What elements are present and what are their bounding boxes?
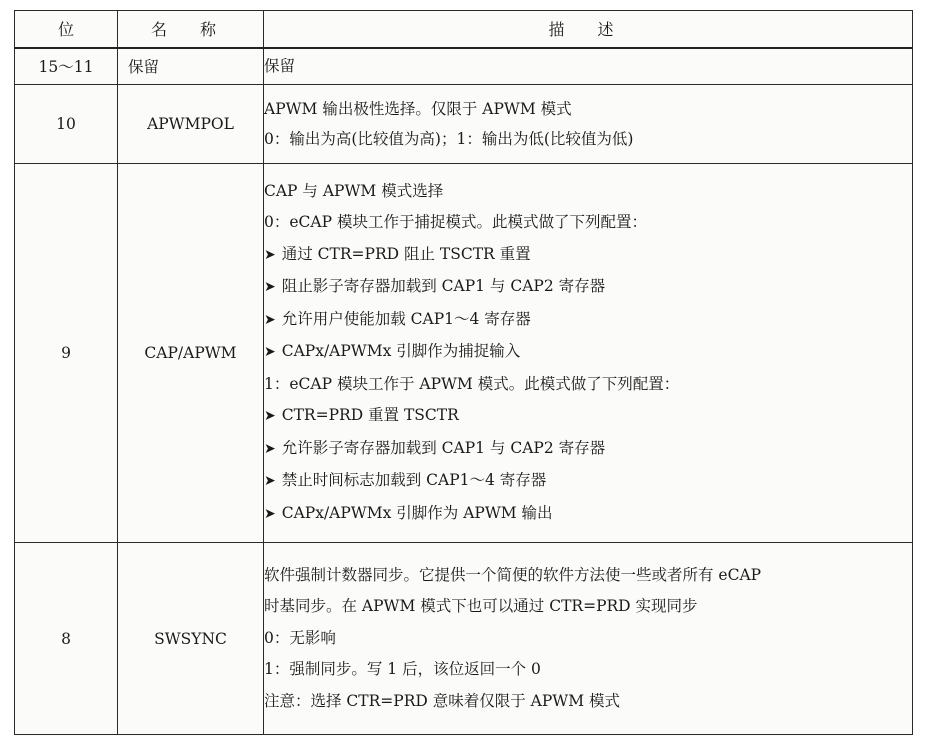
bit-cell: 9 bbox=[15, 164, 118, 543]
description-line: CAP 与 APWM 模式选择 bbox=[264, 181, 444, 200]
bullet-item: ➤ 阻止影子寄存器加载到 CAP1 与 CAP2 寄存器 bbox=[264, 271, 912, 304]
description-line: APWM 输出极性选择。仅限于 APWM 模式 bbox=[264, 100, 572, 118]
table-row-reserved bbox=[15, 48, 913, 85]
register-bit-table bbox=[14, 10, 913, 735]
field-name-cell: CAP/APWM bbox=[118, 164, 264, 543]
description-cell bbox=[264, 48, 913, 85]
description-line: 0：输出为高(比较值为高)；1：输出为低(比较值为低) bbox=[264, 130, 634, 148]
description-line: 注意：选择 CTR=PRD 意味着仅限于 APWM 模式 bbox=[264, 691, 621, 710]
bullet-item: ➤ 通过 CTR=PRD 阻止 TSCTR 重置 bbox=[264, 239, 912, 272]
bullet-item: ➤ 禁止时间标志加载到 CAP1～4 寄存器 bbox=[264, 465, 912, 498]
header-bit: 位 bbox=[15, 11, 118, 48]
description-cell bbox=[264, 164, 913, 543]
table-row-apwmpol bbox=[15, 85, 913, 164]
bullet-item: ➤ CAPx/APWMx 引脚作为捕捉输入 bbox=[264, 336, 912, 369]
bullet-item: ➤ 允许用户使能加载 CAP1～4 寄存器 bbox=[264, 304, 912, 337]
description-line: 保留 bbox=[264, 56, 296, 75]
table-row-cap-apwm bbox=[15, 164, 913, 543]
bullet-item: ➤ CTR=PRD 重置 TSCTR bbox=[264, 400, 912, 433]
table-header-row bbox=[15, 11, 913, 48]
register-table-page bbox=[14, 10, 912, 736]
bullet-item: ➤ 允许影子寄存器加载到 CAP1 与 CAP2 寄存器 bbox=[264, 433, 912, 466]
description-cell bbox=[264, 85, 913, 164]
description-line: 1：强制同步。写 1 后，该位返回一个 0 bbox=[264, 660, 541, 679]
bullet-item: ➤ CAPx/APWMx 引脚作为 APWM 输出 bbox=[264, 498, 912, 531]
description-cell bbox=[264, 543, 913, 735]
field-name-cell: SWSYNC bbox=[118, 543, 264, 735]
description-line: 0：无影响 bbox=[264, 628, 336, 647]
bit-cell: 10 bbox=[15, 85, 118, 164]
description-line: 1：eCAP 模块工作于 APWM 模式。此模式做了下列配置： bbox=[264, 374, 680, 393]
bit-cell: 15～11 bbox=[15, 48, 118, 85]
field-name-cell: 保留 bbox=[118, 48, 264, 85]
description-line: 时基同步。在 APWM 模式下也可以通过 CTR=PRD 实现同步 bbox=[264, 597, 698, 616]
header-description: 描 述 bbox=[264, 11, 913, 48]
table-row-swsync bbox=[15, 543, 913, 735]
header-name: 名 称 bbox=[118, 11, 264, 48]
bit-cell: 8 bbox=[15, 543, 118, 735]
description-line: 软件强制计数器同步。它提供一个简便的软件方法使一些或者所有 eCAP bbox=[264, 565, 762, 584]
field-name-cell: APWMPOL bbox=[118, 85, 264, 164]
description-line: 0：eCAP 模块工作于捕捉模式。此模式做了下列配置： bbox=[264, 213, 647, 232]
